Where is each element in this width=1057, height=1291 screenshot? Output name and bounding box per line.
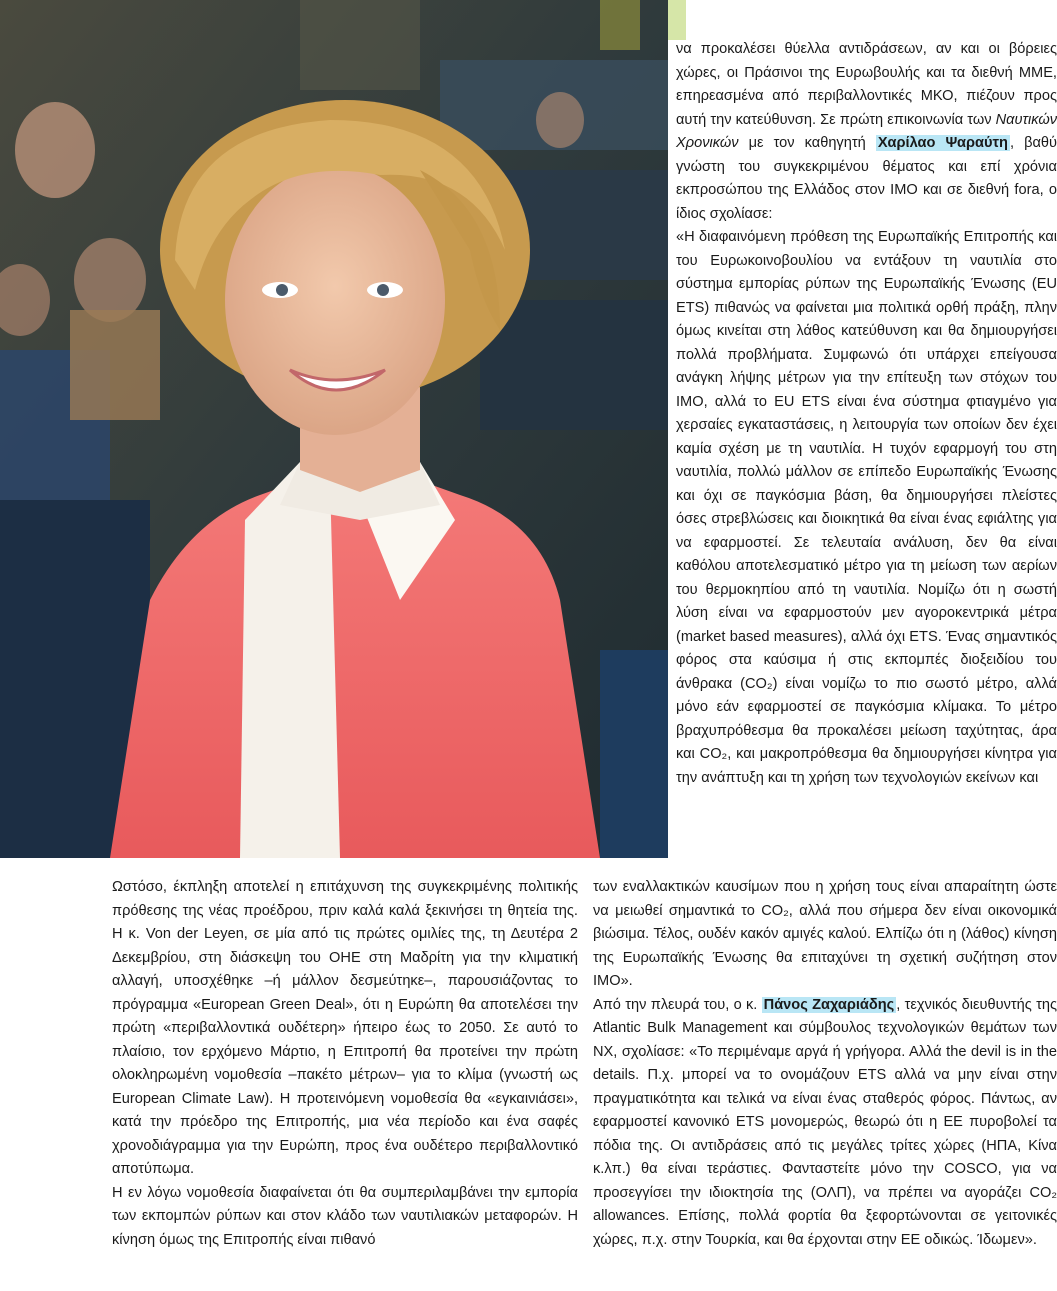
paragraph-left-1: Ωστόσο, έκπληξη αποτελεί η επιτάχυνση της συγκεκριμένης πολιτικής πρόθεσης της νέας προέδρου, πριν καλά καλά ξεκινήσει τη θητεία της. Η κ. Von der Leyen, σε μία από τις πρώτες ομιλίες της, τη Δευτέρα 2 Δεκεμβρίου, στη διάσκεψη του ΟΗΕ στη Μαδρίτη για την κλιματική αλλαγή, υποσχέθηκε –ή μάλλον δεσμεύτηκε–, παρουσιάζοντας το πρόγραμμα «European Green Deal», ότι η Ευρώπη θα αποτελέσει την πρώτη «περιβαλλοντικά ουδέτερη» ήπειρο έως το 2050. Σε αυτό το πλαίσιο, τον ερχόμενο Μάρτιο, η Επιτροπή θα προτείνει την πρώτη ολοκληρωμένη νομοθεσία –πακέτο μέτρων– για το κλίμα (γνωστή ως European Climate Law). Η προτεινόμενη νομοθεσία θα «εγκαινιάσει», κατά την πρόεδρο της Επιτροπής, μια νέα περίοδο και ένα σαφές χρονοδιάγραμμα για την Ευρώπη, προς ένα ουδέτερο περιβαλλοντικό αποτύπωμα.	[112, 879, 578, 1177]
right-column	[676, 38, 1057, 790]
photo-icon	[0, 0, 668, 858]
portrait-photo	[0, 0, 668, 858]
bottom-right-column	[593, 876, 1057, 1252]
paragraph-quote-end: των εναλλακτικών καυσίμων που η χρήση τους είναι απαραίτητη ώστε να μειωθεί σημαντικά το CO₂, αλλά που σήμερα δεν είναι οικονομικά βιώσιμα. Τέλος, ουδέν κακόν αμιγές καλού. Ελπίζω ότι η (λάθος) κίνηση της Ευρωπαϊκής Ένωσης θα επιταχύνει τη σχετική συζήτηση στον ΙΜΟ».	[593, 879, 1057, 989]
highlighted-name: Πάνος Ζαχαριάδης	[763, 996, 895, 1013]
decorative-strip	[668, 0, 686, 40]
left-column	[112, 876, 578, 1252]
paragraph-quote: «Η διαφαινόμενη πρόθεση της Ευρωπαϊκής Επιτροπής και του Ευρωκοινοβουλίου να εντάξουν τη ναυτιλία στο σύστημα εμπορίας ρύπων της Ευρωπαϊκής Ένωσης (EU ETS) πιθανώς να φαίνεται μια πολιτικά ορθή πράξη, πλην όμως κινείται στη λάθος κατεύθυνση και θα δημιουργήσει πολλά προβλήματα. Συμφωνώ ότι υπάρχει επείγουσα ανάγκη λήψης μέτρων για την επίτευξη των στόχων του ΙΜΟ, αλλά το EU ETS είναι ένα σύστημα φτιαγμένο για χερσαίες εγκαταστάσεις, η λειτουργία των οποίων δεν έχει καμία σχέση με τη ναυτιλία. Η τυχόν εφαρμογή του στη ναυτιλία, πολλώ μάλλον σε επίπεδο Ευρωπαϊκής Ένωσης και όχι σε παγκόσμια βάση, θα δημιουργήσει πλείστες όσες στρεβλώσεις και διοικητικά θα είναι ένας εφιάλτης για να εφαρμοστεί. Σε τελευταία ανάλυση, δεν θα είναι καθόλου αποτελεσματικό μέτρο για τη μείωση των αερίων του θερμοκηπίου από τη ναυτιλία. Νομίζω ότι η σωστή λύση είναι να εφαρμοστούν μεν αγοροκεντρικά μέτρα (market based measures), αλλά όχι ETS. Ένας σημαντικός φόρος στα καύσιμα ή στις εκπομπές διοξειδίου του άνθρακα (CO₂) είναι νομίζω το πιο σωστό μέτρο, αλλά μόνο εάν εφαρμοστεί σε παγκόσμια κλίμακα. Το μέτρο βραχυπρόθεσμα θα προκαλέσει μείωση ταχύτητας, άρα και CO₂, και μακροπρόθεσμα θα δημιουργήσει κίνητρα για την ανάπτυξη και τη χρήση των τεχνολογιών εκείνων και	[676, 229, 1057, 786]
paragraph-left-2: Η εν λόγω νομοθεσία διαφαίνεται ότι θα συμπεριλαμβάνει την εμπορία των εκπομπών ρύπων και στον κλάδο των ναυτιλιακών μεταφορών. Η κίνηση όμως της Επιτροπής είναι πιθανό	[112, 1184, 578, 1248]
highlighted-name: Χαρίλαο Ψαραύτη	[877, 135, 1008, 151]
paragraph-second-comment: Από την πλευρά του, ο κ. Πάνος Ζαχαριάδης , τεχνικός διευθυντής της Atlantic Bulk Management και σύμβουλος τεχνολογικών θεμάτων των ΝΧ, σχολίασε: «Το περιμέναμε αργά ή γρήγορα. Αλλά the devil is in the details. Π.χ. μπορεί να το ονομάζουν ETS αλλά να μην είναι στην πραγματικότητα και τελικά να είναι ένας σταθερός φόρος. Πάντως, αν εφαρμοστεί κανονικό ETS μονομερώς, θεωρώ ότι η ΕΕ πυροβολεί τα πόδια της. Οι αντιδράσεις από τις μεγάλες τρίτες χώρες (ΗΠΑ, Κίνα κ.λπ.) θα είναι τεράστιες. Φανταστείτε μόνο την COSCO, για να προσεγγίσει την ιδιοκτησία της (ΟΛΠ), να πρέπει να αγοράζει CO₂ allowances. Επίσης, πολλά φορτία θα ξεφορτώνονται σε γειτονικές χώρες, π.χ. στην Τουρκία, και θα έρχονται στην ΕΕ οδικώς. Ίδωμεν».	[593, 996, 1057, 1248]
paragraph-intro: να προκαλέσει θύελλα αντιδράσεων, αν και οι βόρειες χώρες, οι Πράσινοι της Ευρωβουλής και τα διεθνή ΜΜΕ, επηρεασμένα από περιβαλλοντικές ΜΚΟ, πιέζουν προς αυτή την κατεύθυνση. Σε πρώτη επικοινωνία των Ναυτικών Χρονικών με τον καθηγητή Χαρίλαο Ψαραύτη , βαθύ γνώστη του συγκεκριμένου θέματος και επί χρόνια εκπροσώπου της Ελλάδος στον ΙΜΟ και σε διεθνή fora, ο ίδιος σχολίασε:	[676, 41, 1057, 222]
publication-name: Ναυτικών Χρονικών	[676, 111, 1057, 151]
